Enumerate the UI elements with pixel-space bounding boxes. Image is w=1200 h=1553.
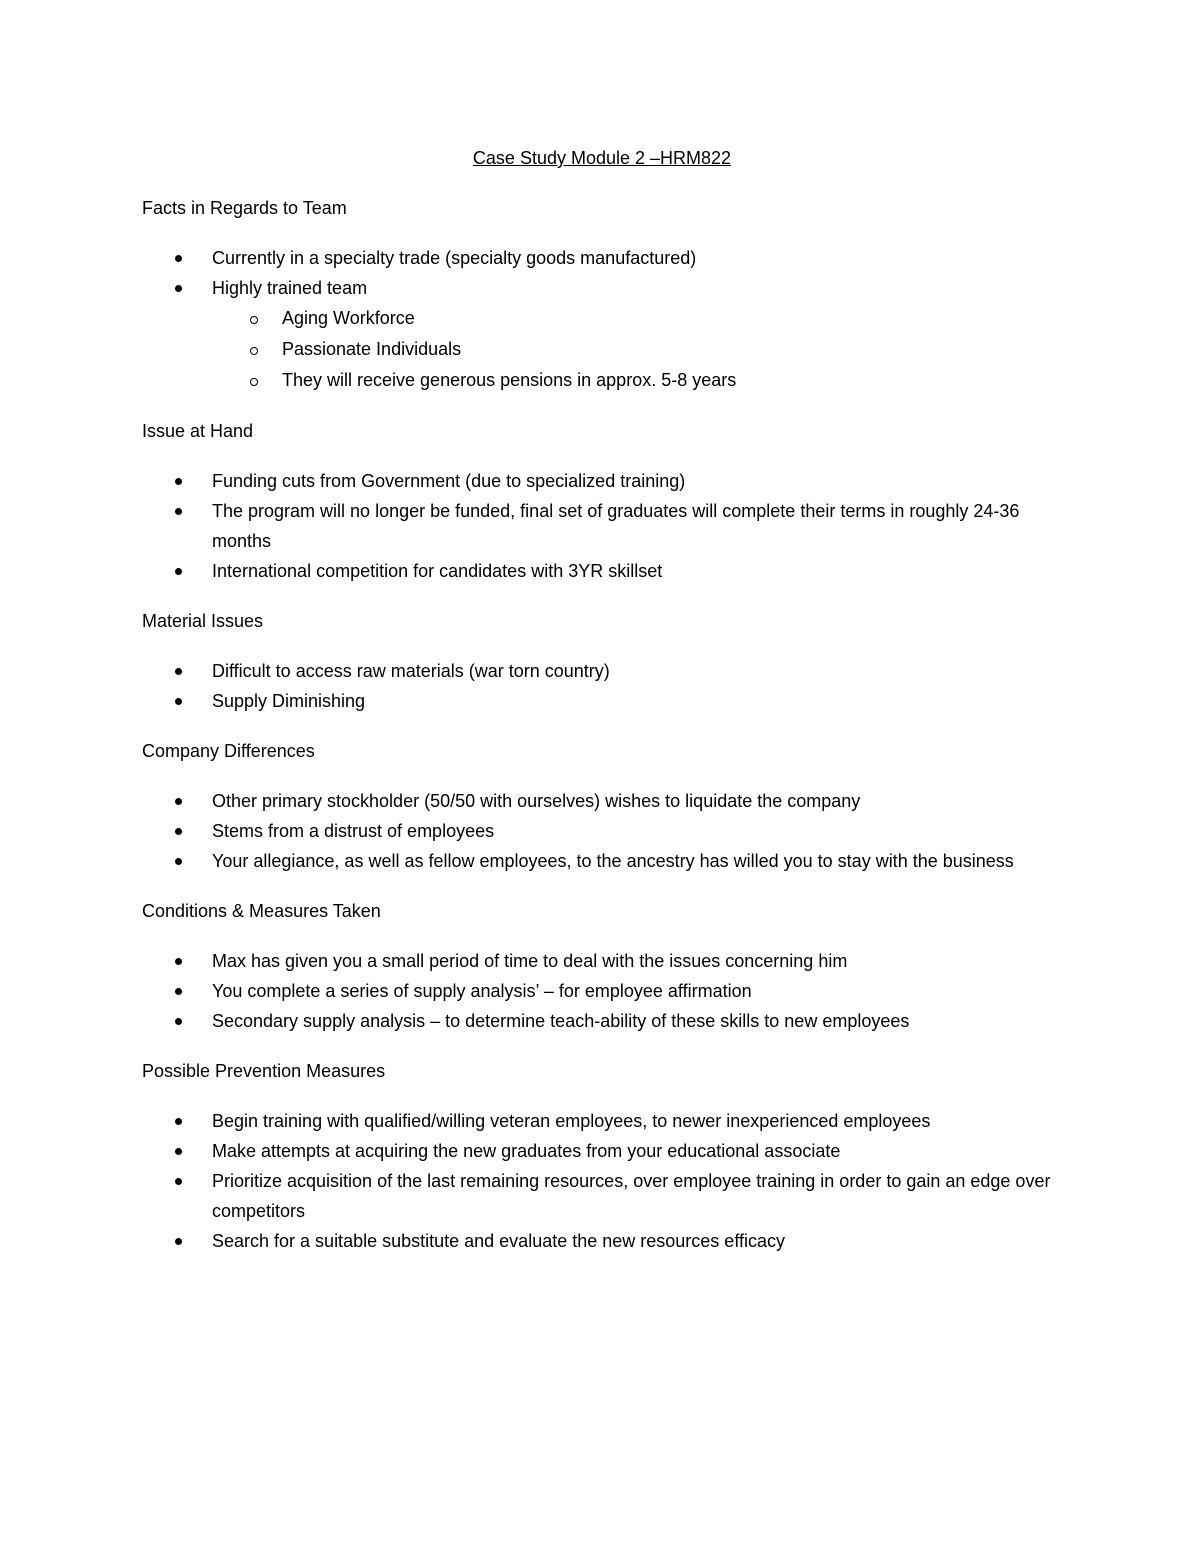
- list-item: Difficult to access raw materials (war torn country): [142, 656, 1062, 686]
- list-item: International competition for candidates with 3YR skillset: [142, 556, 1062, 586]
- bullet-icon: [175, 958, 182, 965]
- list-item: Funding cuts from Government (due to specialized training): [142, 466, 1062, 496]
- hollow-bullet-icon: [250, 316, 258, 324]
- bullet-icon: [175, 285, 182, 292]
- section-heading-issue: Issue at Hand: [142, 421, 254, 441]
- bullet-icon: [175, 478, 182, 485]
- bullet-icon: [175, 1238, 182, 1245]
- section-heading-material: Material Issues: [142, 611, 264, 631]
- bullet-list-company: [142, 786, 1062, 876]
- bullet-list-conditions: [142, 946, 1062, 1036]
- bullet-list-facts: [142, 243, 1062, 396]
- bullet-icon: [175, 1118, 182, 1125]
- sub-list-item: Passionate Individuals: [142, 334, 1062, 365]
- bullet-icon: [175, 1148, 182, 1155]
- section-heading-conditions: Conditions & Measures Taken: [142, 901, 381, 921]
- list-item: Other primary stockholder (50/50 with ourselves) wishes to liquidate the company: [142, 786, 1062, 816]
- document-title: Case Study Module 2 –HRM822: [472, 148, 732, 168]
- bullet-list-prevention: [142, 1106, 1062, 1256]
- section-heading-prevention: Possible Prevention Measures: [142, 1061, 386, 1081]
- list-item: Prioritize acquisition of the last remaining resources, over employee training in order to gain an edge over competitors: [142, 1166, 1062, 1226]
- section-heading-company: Company Differences: [142, 741, 315, 761]
- list-item: Your allegiance, as well as fellow employees, to the ancestry has willed you to stay with the business: [142, 846, 1062, 876]
- list-item: Supply Diminishing: [142, 686, 1062, 716]
- bullet-list-material: [142, 656, 1062, 716]
- list-item: Search for a suitable substitute and evaluate the new resources efficacy: [142, 1226, 1062, 1256]
- list-item: Max has given you a small period of time to deal with the issues concerning him: [142, 946, 1062, 976]
- list-item: Secondary supply analysis – to determine teach-ability of these skills to new employees: [142, 1006, 1062, 1036]
- document-page: [142, 143, 1062, 1276]
- bullet-icon: [175, 988, 182, 995]
- list-item: Make attempts at acquiring the new graduates from your educational associate: [142, 1136, 1062, 1166]
- list-item: Begin training with qualified/willing veteran employees, to newer inexperienced employees: [142, 1106, 1062, 1136]
- list-item: Highly trained team Aging Workforce Passionate Individuals They will receive generous pensions in approx. 5-8 years: [142, 273, 1062, 396]
- bullet-list-issue: [142, 466, 1062, 586]
- bullet-icon: [175, 508, 182, 515]
- bullet-icon: [175, 798, 182, 805]
- bullet-icon: [175, 568, 182, 575]
- sub-list-item: They will receive generous pensions in approx. 5-8 years: [142, 365, 1062, 396]
- hollow-bullet-icon: [250, 378, 258, 386]
- bullet-icon: [175, 698, 182, 705]
- hollow-bullet-icon: [250, 347, 258, 355]
- bullet-icon: [175, 858, 182, 865]
- sub-bullet-list: [212, 303, 1062, 396]
- section-heading-facts: Facts in Regards to Team: [142, 198, 347, 218]
- sub-list-item: Aging Workforce: [142, 303, 1062, 334]
- list-item: You complete a series of supply analysis’ – for employee affirmation: [142, 976, 1062, 1006]
- bullet-icon: [175, 1178, 182, 1185]
- list-item: Stems from a distrust of employees: [142, 816, 1062, 846]
- bullet-icon: [175, 668, 182, 675]
- bullet-icon: [175, 828, 182, 835]
- list-item: The program will no longer be funded, final set of graduates will complete their terms in roughly 24-36 months: [142, 496, 1062, 556]
- bullet-icon: [175, 255, 182, 262]
- list-item: Currently in a specialty trade (specialty goods manufactured): [142, 243, 1062, 273]
- bullet-icon: [175, 1018, 182, 1025]
